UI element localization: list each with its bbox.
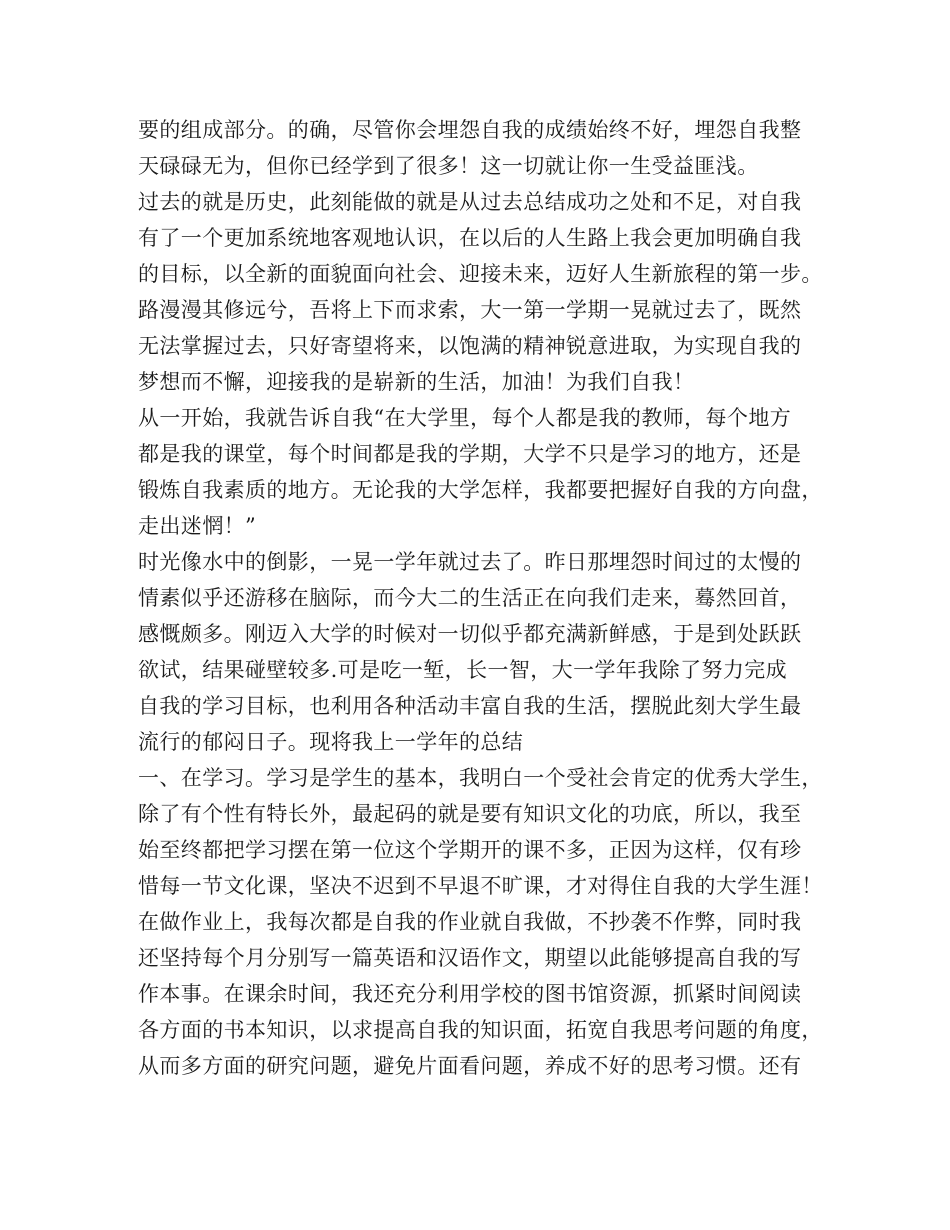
text-line: 梦想而不懈，迎接我的是崭新的生活，加油！为我们自我！ [138, 370, 695, 394]
text-line: 从一开始，我就告诉自我“在大学里，每个人都是我的教师，每个地方 [138, 406, 792, 430]
text-line: 过去的就是历史，此刻能做的就是从过去总结成功之处和不足，对自我 [138, 190, 802, 214]
text-line: 情素似乎还游移在脑际，而今大二的生活正在向我们走来，蓦然回首， [138, 586, 802, 610]
text-line: 除了有个性有特长外，最起码的就是要有知识文化的功底，所以，我至 [138, 802, 802, 826]
text-line: 始至终都把学习摆在第一位这个学期开的课不多，正因为这样，仅有珍 [138, 838, 802, 862]
text-line: 在做作业上，我每次都是自我的作业就自我做，不抄袭不作弊，同时我 [138, 910, 802, 934]
text-line: 感慨颇多。刚迈入大学的时候对一切似乎都充满新鲜感，于是到处跃跃 [138, 622, 802, 646]
text-line: 走出迷惘！” [138, 514, 257, 538]
text-line: 时光像水中的倒影，一晃一学年就过去了。昨日那埋怨时间过的太慢的 [138, 550, 802, 574]
text-line: 还坚持每个月分别写一篇英语和汉语作文，期望以此能够提高自我的写 [138, 946, 802, 970]
text-line: 一、在学习。学习是学生的基本，我明白一个受社会肯定的优秀大学生， [138, 766, 823, 790]
text-line: 欲试，结果碰壁较多.可是吃一堑，长一智，大一学年我除了努力完成 [138, 658, 788, 682]
text-line: 锻炼自我素质的地方。无论我的大学怎样，我都要把握好自我的方向盘， [138, 478, 823, 502]
body-text [138, 112, 828, 1084]
text-line: 都是我的课堂，每个时间都是我的学期，大学不只是学习的地方，还是 [138, 442, 802, 466]
text-line: 惜每一节文化课，坚决不迟到不早退不旷课，才对得住自我的大学生涯！ [138, 874, 823, 898]
text-line: 无法掌握过去，只好寄望将来，以饱满的精神锐意进取，为实现自我的 [138, 334, 802, 358]
text-line: 作本事。在课余时间，我还充分利用学校的图书馆资源，抓紧时间阅读 [138, 982, 802, 1006]
text-line: 的目标，以全新的面貌面向社会、迎接未来，迈好人生新旅程的第一步。 [138, 262, 823, 286]
text-line: 天碌碌无为，但你已经学到了很多！这一切就让你一生受益匪浅。 [138, 154, 759, 178]
text-line: 从而多方面的研究问题，避免片面看问题，养成不好的思考习惯。还有 [138, 1054, 802, 1078]
text-line: 路漫漫其修远兮，吾将上下而求索，大一第一学期一晃就过去了，既然 [138, 298, 802, 322]
text-line: 各方面的书本知识，以求提高自我的知识面，拓宽自我思考问题的角度， [138, 1018, 823, 1042]
text-line: 有了一个更加系统地客观地认识，在以后的人生路上我会更加明确自我 [138, 226, 802, 250]
text-line: 要的组成部分。的确，尽管你会埋怨自我的成绩始终不好，埋怨自我整 [138, 118, 802, 142]
text-line: 流行的郁闷日子。现将我上一学年的总结 [138, 730, 524, 754]
text-line: 自我的学习目标，也利用各种活动丰富自我的生活，摆脱此刻大学生最 [138, 694, 802, 718]
